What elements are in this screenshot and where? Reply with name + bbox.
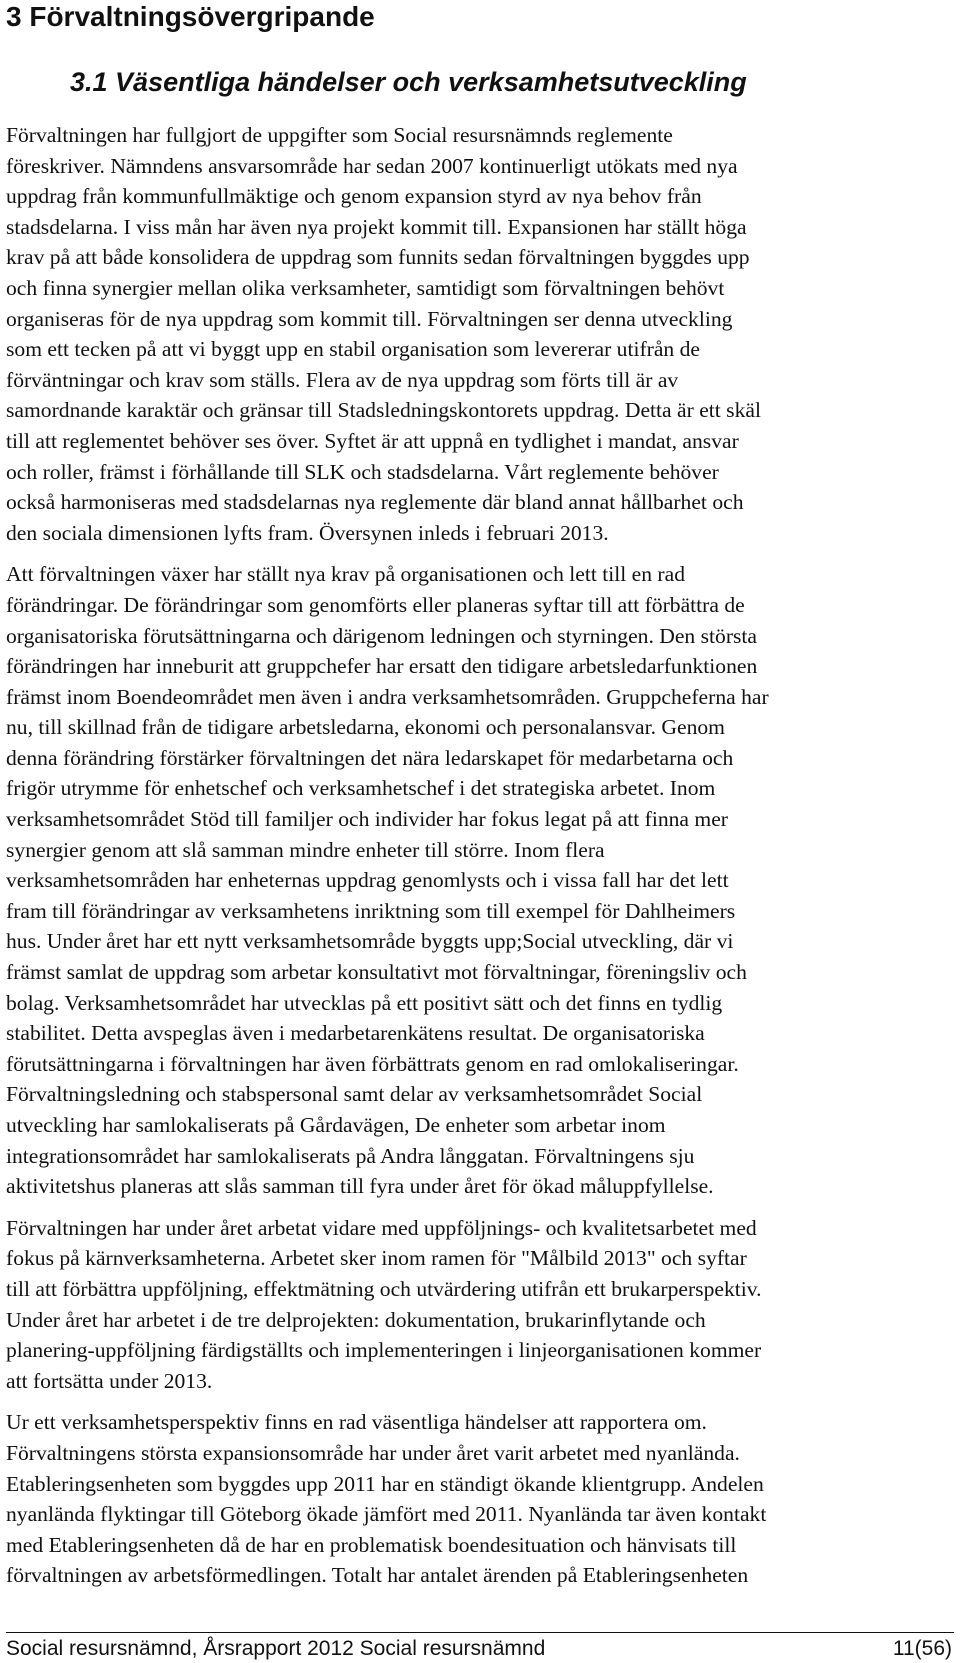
text-line: förväntningar och krav som ställs. Flera av de nya uppdrag som förts till är av xyxy=(6,367,679,392)
footer-divider xyxy=(6,1632,954,1633)
paragraph xyxy=(6,1213,950,1397)
text-line: organiseras för de nya uppdrag som kommit till. Förvaltningen ser denna utveckling xyxy=(6,306,733,331)
text-line: synergier genom att slå samman mindre enheter till större. Inom flera xyxy=(6,837,605,862)
text-line: med Etableringsenheten då de har en problematisk boendesituation och hänvisats till xyxy=(6,1532,737,1557)
text-line: stadsdelarna. I viss mån har även nya projekt kommit till. Expansionen har ställt höga xyxy=(6,214,747,239)
text-line: Förvaltningsledning och stabspersonal samt delar av verksamhetsområdet Social xyxy=(6,1082,703,1107)
text-line: förändringar. De förändringar som genomförts eller planeras syftar till att förbättra de xyxy=(6,592,745,617)
text-line: Förvaltningens största expansionsområde har under året varit arbetet med nyanlända. xyxy=(6,1440,740,1465)
text-line: till att reglementet behöver ses över. Syftet är att uppnå en tydlighet i mandat, ansvar xyxy=(6,428,739,453)
section-heading: 3 Förvaltningsövergripande xyxy=(6,1,375,32)
subsection-heading: 3.1 Väsentliga händelser och verksamhetsutveckling xyxy=(70,67,747,97)
text-line: nyanlända flyktingar till Göteborg ökade jämfört med 2011. Nyanlända tar även kontakt xyxy=(6,1502,767,1527)
text-line: organisatoriska förutsättningarna och därigenom ledningen och styrningen. Den största xyxy=(6,623,757,648)
page-number: 11(56) xyxy=(892,1637,952,1660)
text-line: planering-uppföljning färdigställts och implementeringen i linjeorganisationen kommer xyxy=(6,1338,762,1363)
text-line: utveckling har samlokaliserats på Gårdavägen, De enheter som arbetar inom xyxy=(6,1113,666,1137)
text-line: att fortsätta under 2013. xyxy=(6,1368,213,1393)
text-line: främst inom Boendeområdet men även i andra verksamhetsområden. Gruppcheferna har xyxy=(6,684,769,709)
text-line: förändringen har inneburit att gruppchefer har ersatt den tidigare arbetsledarfunktionen xyxy=(6,654,758,679)
footer-title: Social resursnämnd, Årsrapport 2012 Social resursnämnd xyxy=(6,1637,546,1660)
text-line: verksamhetsområdet Stöd till familjer och individer har fokus legat på att finna mer xyxy=(6,807,728,832)
text-line: uppdrag från kommunfullmäktige och genom expansion styrd av nya behov från xyxy=(6,184,702,209)
text-line: den sociala dimensionen lyfts fram. Översynen inleds i februari 2013. xyxy=(6,520,609,545)
body-text xyxy=(6,120,950,1602)
text-line: denna förändring förstärker förvaltningen det nära ledarskapet för medarbetarna och xyxy=(6,745,734,770)
paragraph xyxy=(6,120,950,548)
text-line: Etableringsenheten som byggdes upp 2011 har en ständigt ökande klientgrupp. Andelen xyxy=(6,1471,764,1496)
text-line: till att förbättra uppföljning, effektmätning och utvärdering utifrån ett brukarperspektiv. xyxy=(6,1276,762,1301)
text-line: förutsättningarna i förvaltningen har även förbättrats genom en rad omlokaliseringar. xyxy=(6,1051,739,1076)
text-line: fokus på kärnverksamheterna. Arbetet sker inom ramen för "Målbild 2013" och syftar xyxy=(6,1246,747,1271)
text-line: och roller, främst i förhållande till SLK och stadsdelarna. Vårt reglemente behöver xyxy=(6,459,719,484)
text-line: Ur ett verksamhetsperspektiv finns en rad väsentliga händelser att rapportera om. xyxy=(6,1410,707,1435)
text-line: aktivitetshus planeras att slås samman till fyra under året för ökad måluppfyllelse. xyxy=(6,1174,714,1199)
text-line: bolag. Verksamhetsområdet har utvecklas på ett positivt sätt och det finns en tydlig xyxy=(6,990,723,1015)
text-line: krav på att både konsolidera de uppdrag som funnits sedan förvaltningen byggdes upp xyxy=(6,245,750,270)
text-line: samordnande karaktär och gränsar till Stadsledningskontorets uppdrag. Detta är ett skäl xyxy=(6,398,761,423)
paragraph xyxy=(6,559,950,1201)
text-line: också harmoniseras med stadsdelarnas nya reglemente där bland annat hållbarhet och xyxy=(6,490,744,515)
text-line: föreskriver. Nämndens ansvarsområde har sedan 2007 kontinuerligt utökats med nya xyxy=(6,153,738,178)
text-line: som ett tecken på att vi byggt upp en stabil organisation som levererar utifrån de xyxy=(6,337,701,362)
text-line: och finna synergier mellan olika verksamheter, samtidigt som förvaltningen behövt xyxy=(6,275,725,300)
text-line: Att förvaltningen växer har ställt nya krav på organisationen och lett till en rad xyxy=(6,562,685,587)
text-line: hus. Under året har ett nytt verksamhetsområde byggts upp;Social utveckling, där vi xyxy=(6,929,734,954)
text-line: fram till förändringar av verksamhetens inriktning som till exempel för Dahlheimers xyxy=(6,898,736,923)
text-line: förvaltningen av arbetsförmedlingen. Totalt har antalet ärenden på Etableringsenheten xyxy=(6,1563,749,1588)
text-line: integrationsområdet har samlokaliserats på Andra långgatan. Förvaltningens sju xyxy=(6,1143,695,1168)
text-line: verksamhetsområden har enheternas uppdrag genomlysts och i vissa fall har det lett xyxy=(6,868,729,893)
text-line: Förvaltningen har under året arbetat vidare med uppföljnings- och kvalitetsarbetet med xyxy=(6,1215,757,1240)
text-line: frigör utrymme för enhetschef och verksamhetschef i det strategiska arbetet. Inom xyxy=(6,776,716,801)
text-line: nu, till skillnad från de tidigare arbetsledarna, ekonomi och personalansvar. Genom xyxy=(6,715,725,740)
text-line: Förvaltningen har fullgjort de uppgifter som Social resursnämnds reglemente xyxy=(6,123,673,147)
paragraph xyxy=(6,1407,950,1591)
text-line: stabilitet. Detta avspeglas även i medarbetarenkätens resultat. De organisatoriska xyxy=(6,1021,705,1046)
text-line: Under året har arbetet i de tre delprojekten: dokumentation, brukarinflytande och xyxy=(6,1307,706,1332)
text-line: främst samlat de uppdrag som arbetar konsultativt mot förvaltningar, föreningsliv och xyxy=(6,960,747,985)
